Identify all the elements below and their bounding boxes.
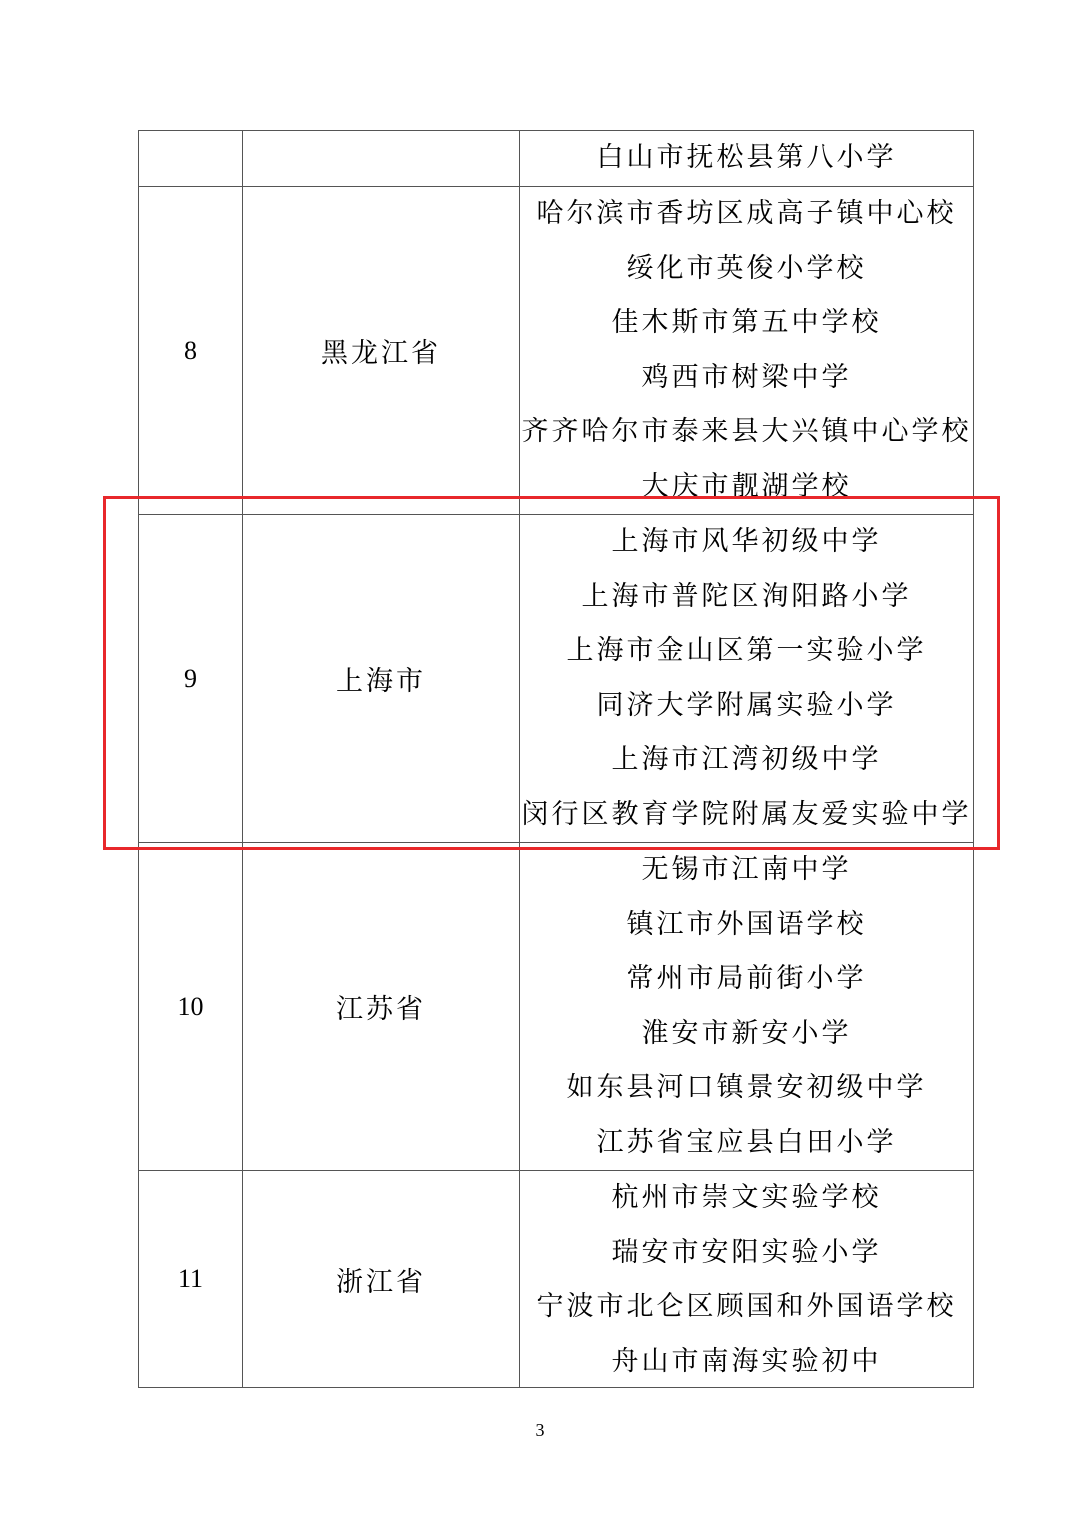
school-name: 哈尔滨市香坊区成高子镇中心校: [536, 198, 957, 229]
table-row: [138, 1170, 974, 1388]
index-cell: [138, 130, 243, 187]
province-cell: 上海市: [242, 514, 520, 843]
school-name: 上海市风华初级中学: [611, 526, 882, 557]
page-number: 3: [535, 1420, 545, 1440]
table-row: [138, 514, 974, 843]
province-cell: 浙江省: [242, 1170, 520, 1388]
school-name: 上海市金山区第一实验小学: [566, 635, 927, 667]
table-row: [138, 186, 974, 515]
province-cell: [242, 130, 520, 187]
school-name: 江苏省宝应县白田小学: [596, 1126, 897, 1158]
index-cell: 8: [138, 186, 243, 515]
schools-cell: [519, 130, 974, 187]
school-name: 舟山市南海实验初中: [611, 1345, 882, 1377]
school-name: 常州市局前街小学: [626, 963, 867, 995]
school-name: 鸡西市树梁中学: [641, 361, 852, 393]
index-cell: 9: [138, 514, 243, 843]
school-name: 绥化市英俊小学校: [626, 252, 867, 284]
schools-cell: [519, 842, 974, 1171]
table-row: [138, 842, 974, 1171]
school-name: 闵行区教育学院附属友爱实验中学: [521, 798, 972, 830]
school-name: 镇江市外国语学校: [626, 908, 867, 940]
school-name: 淮安市新安小学: [641, 1017, 852, 1049]
school-name: 上海市江湾初级中学: [611, 744, 882, 776]
school-name: 同济大学附属实验小学: [596, 689, 897, 721]
province-cell: 黑龙江省: [242, 186, 520, 515]
school-name: 上海市普陀区洵阳路小学: [581, 580, 912, 612]
school-name: 如东县河口镇景安初级中学: [566, 1072, 927, 1104]
school-name: 齐齐哈尔市泰来县大兴镇中心学校: [521, 416, 972, 448]
schools-cell: [519, 1170, 974, 1388]
schools-cell: [519, 514, 974, 843]
school-name: 大庆市靓湖学校: [641, 470, 852, 502]
school-name: 杭州市崇文实验学校: [611, 1182, 882, 1213]
school-name: 白山市抚松县第八小学: [596, 142, 897, 173]
index-cell: 11: [138, 1170, 243, 1388]
school-name: 宁波市北仑区顾国和外国语学校: [536, 1291, 957, 1323]
schools-cell: [519, 186, 974, 515]
table-row: [138, 130, 974, 187]
index-cell: 10: [138, 842, 243, 1171]
school-name: 佳木斯市第五中学校: [611, 307, 882, 339]
school-name: 瑞安市安阳实验小学: [611, 1236, 882, 1268]
province-cell: 江苏省: [242, 842, 520, 1171]
school-name: 无锡市江南中学: [641, 854, 852, 885]
